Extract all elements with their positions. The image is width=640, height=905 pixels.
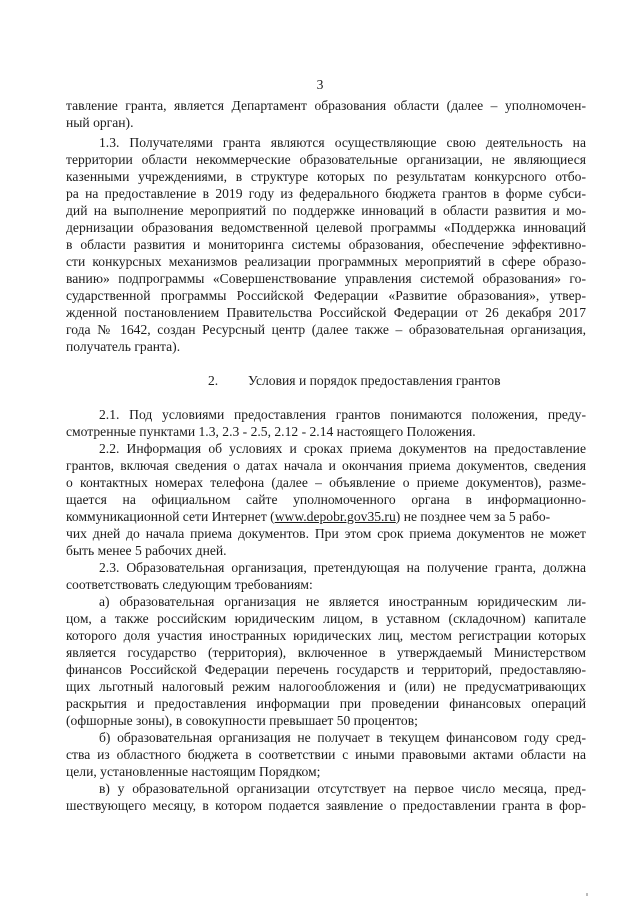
text-line: которого доля участия иностранных юридических лиц, местом регистрации которых [66,628,586,643]
text-line: 1.3. Получателями гранта являются осуществляющие свою деятельность на [99,135,586,150]
section-title: Условия и порядок предоставления грантов [248,373,501,388]
text-line: цом, а также российским юридическим лицом, в уставном (складочном) капитале [66,611,586,626]
text-line: сти конкурсных механизмов реализации программных мероприятий в сфере образо- [66,254,586,269]
text-fragment: коммуникационной сети Интернет ( [66,509,275,524]
page-number: 3 [316,77,324,92]
text-line: тавление гранта, является Департамент образования области (далее – уполномочен- [66,98,586,113]
text-line: шествующего месяцу, в котором подается заявление о предоставлении гранта в фор- [66,798,586,813]
text-line: цели, установленные настоящим Порядком; [66,764,321,779]
section-number: 2. [208,373,219,388]
text-line: 2.2. Информация об условиях и сроках приема документов на предоставление [99,441,586,456]
text-line: финансов Российской Федерации перечень государств и территорий, предоставляю- [66,662,586,677]
text-line: чих дней до начала приема документов. При этом срок приема документов не может [66,526,586,541]
text-line: грантов, включая сведения о датах начала и окончания приема документов, сведения [66,458,586,473]
text-line: ный орган). [66,115,134,130]
text-line: ства из областного бюджета в соответствии с иными правовыми актами области на [66,747,586,762]
text-line: в) у образовательной организации отсутствует на первое число месяца, пред- [99,781,586,796]
text-line: жденной постановлением Правительства Российской Федерации от 26 декабря 2017 [66,305,586,320]
text-line: года № 1642, создан Ресурсный центр (далее также – образовательная организация, [66,322,586,337]
text-line: получатель гранта). [66,339,181,354]
text-line: территории области некоммерческие образовательные организации, не являющиеся [66,152,586,167]
text-line: смотренные пунктами 1.3, 2.3 - 2.5, 2.12 - 2.14 настоящего Положения. [66,424,476,439]
text-line: соответствовать следующим требованиям: [66,577,313,592]
text-line: дернизации образования ведомственной целевой программы «Поддержка инноваций [66,220,586,235]
text-line: быть менее 5 рабочих дней. [66,543,227,558]
text-line: в области развития и мониторинга системы образования, обеспечение эффективно- [66,237,586,252]
text-line: щих льготный налоговый режим налогообложения и (или) не предусматривающих [66,679,586,694]
text-line: 2.3. Образовательная организация, претендующая на получение гранта, должна [99,560,586,575]
text-line: (офшорные зоны), в совокупности превышает 50 процентов; [66,713,418,728]
text-line: дий на выполнение мероприятий по поддержке инноваций в области развития и мо- [66,203,586,218]
text-line-with-link [66,508,586,525]
text-line: 2.1. Под условиями предоставления грантов понимаются положения, преду- [99,407,586,422]
text-fragment: ) не позднее чем за 5 рабо- [395,509,551,524]
text-line: сударственной программы Российской Федерации «Развитие образования», утвер- [66,288,586,303]
text-line: является государство (территория), включенное в утверждаемый Министерством [66,645,586,660]
text-line: щается на официальном сайте уполномоченного органа в информационно- [66,492,586,507]
text-line: о контактных номерах телефона (далее – объявление о приеме документов), разме- [66,475,586,490]
text-line: ра на предоставление в 2019 году из федерального бюджета грантов в форме субси- [66,186,586,201]
text-line: ванию» подпрограммы «Совершенствование управления системой образования» го- [66,271,586,286]
text-line: б) образовательная организация не получает в текущем финансовом году сред- [99,730,586,745]
text-line: а) образовательная организация не является иностранным юридическим ли- [99,594,586,609]
text-line: раскрытия и предоставления информации при проведении финансовых операций [66,696,586,711]
scan-artifact [586,893,588,896]
text-line: казенными учреждениями, в структуре которых по результатам конкурсного отбо- [66,169,586,184]
text-fragment [66,508,550,525]
website-link[interactable]: www.depobr.gov35.ru [274,509,396,524]
